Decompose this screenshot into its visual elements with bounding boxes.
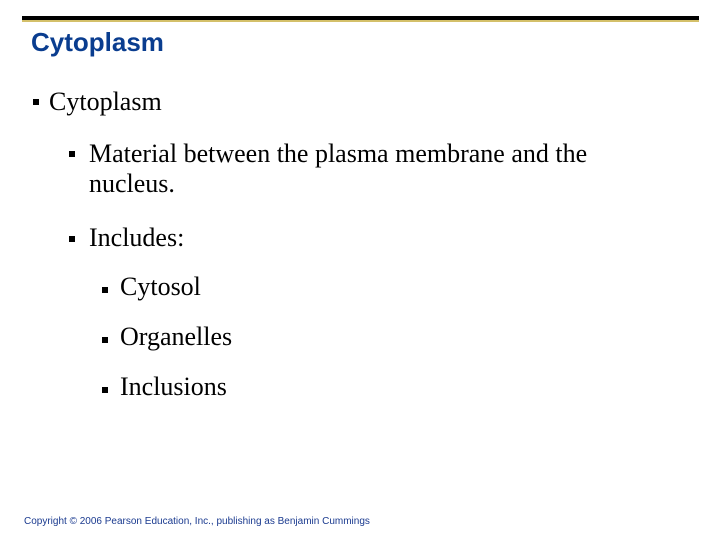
bullet-level3-item: Organelles	[120, 322, 233, 351]
bullet-level3-item: Cytosol	[120, 272, 201, 301]
bullet-marker	[102, 337, 108, 343]
bullet-level1: Cytoplasm	[49, 87, 162, 116]
copyright-footer: Copyright © 2006 Pearson Education, Inc., publishing as Benjamin Cummings	[24, 516, 370, 527]
slide-title: Cytoplasm	[31, 27, 164, 57]
bullet-level3-item: Inclusions	[120, 372, 227, 401]
bullet-marker	[69, 151, 75, 157]
bullet-marker	[102, 387, 108, 393]
bullet-marker	[69, 236, 75, 242]
title-rule	[22, 16, 699, 22]
bullet-marker	[33, 99, 39, 105]
bullet-marker	[102, 287, 108, 293]
bullet-level2-item: Includes:	[89, 223, 185, 252]
bullet-level2-item: Material between the plasma membrane and the nucleus.	[89, 139, 588, 198]
